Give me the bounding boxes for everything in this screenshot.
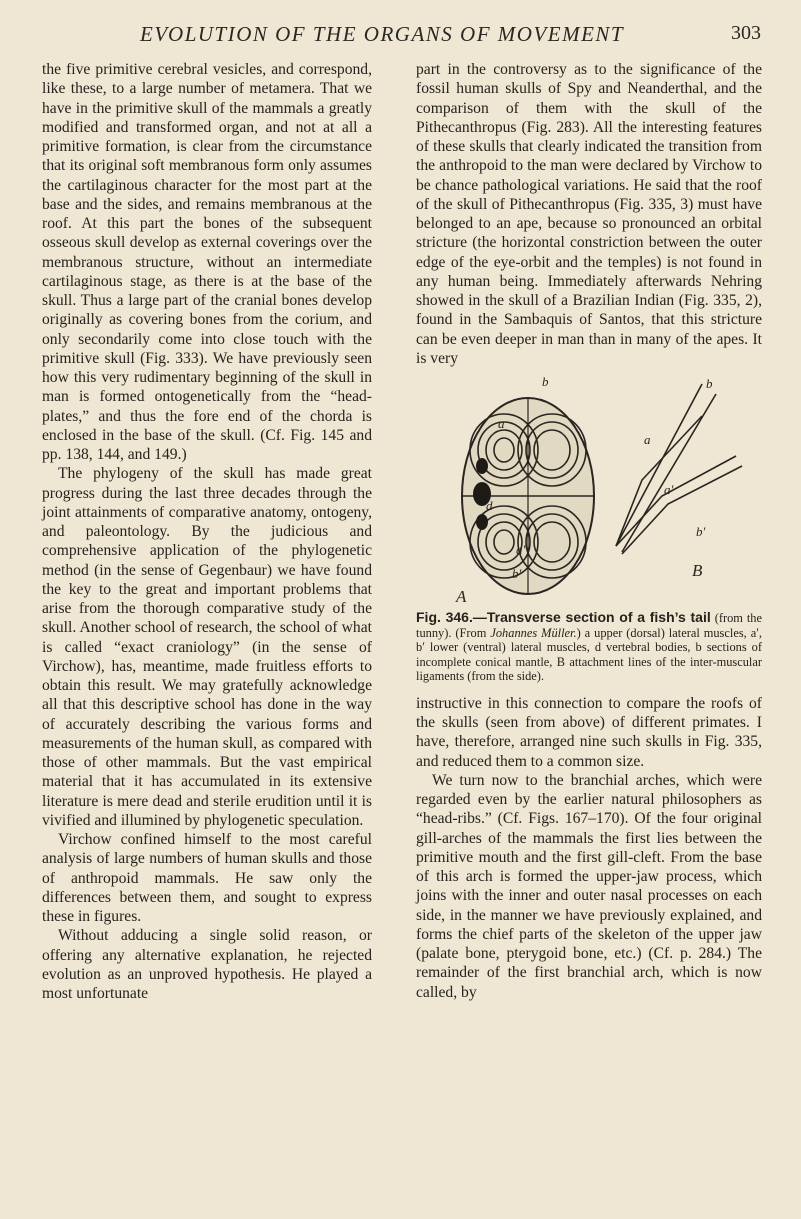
running-head: EVOLUTION OF THE ORGANS OF MOVEMENT [140, 22, 625, 46]
fish-tail-illustration [416, 376, 762, 606]
caption-text-2: ) a upper (dorsal) lateral muscles, a′, b′ lower (ventral) lateral muscles, d vertebral bodies, b sections of incomplete conical mantle, B attachment lines of the inter-muscular ligaments (from the side). [416, 625, 763, 684]
figure-fish-tail-section [416, 376, 762, 606]
label-b-top: b [542, 376, 549, 389]
left-paragraph-3: Virchow confined himself to the most careful analysis of large numbers of human skulls and those of anthropoid mammals. He saw only the differences between them, and sought to express these in figures. [42, 831, 372, 925]
right-column [416, 60, 762, 1002]
page-number: 303 [731, 22, 761, 44]
right-paragraph-1: part in the controversy as to the significance of the fossil human skulls of Spy and Neanderthal, and the comparison of them with the skull of the Pithecanthropus (Fig. 283). All the interesting features of these skulls that clearly indicated the transition from the anthropoid to the man were declared by Virchow to be chance pathological variations. He said that the roof of the skull of Pithecanthropus (Fig. 335, 3) must have belonged to an ape, because so pronounced an orbital stricture (the horizontal constriction between the outer edge of the eye-orbit and the temples) is not found in any human being. Immediately afterwards Nehring showed in the skull of a Brazilian Indian (Fig. 335, 2), found in the Sambaquis of Santos, that this stricture can be even deeper in man than in many of the apes. It is very [416, 61, 762, 367]
label-a-left: a [498, 416, 505, 431]
figure-caption [416, 610, 762, 684]
left-paragraph-1: the five primitive cerebral vesicles, and correspond, like these, to a large number of metamera. That we have in the primitive skull of the mammals a greatly modified and transformed organ, and not at all a primitive formation, is clear from the circumstance that its original soft membranous form only assumes the cartilaginous character for the most part at the base and the sides, and remains membranous at the roof. At this part the bones of the subsequent osseous skull develop as external coverings over the membranous structure, without an intermediate cartilaginous stage, as there is at the base of the skull. Thus a large part of the cranial bones develop originally as covering bones from the corium, and only secondarily come into close touch with the primitive skull (Fig. 333). We have previously seen how this very rudimentary beginning of the skull in man is formed ontogenetically from the “head-plates,” and thus the fore end of the chorda is enclosed in the base of the skull. (Cf. Fig. 145 and pp. 138, 144, and 149.) [42, 61, 372, 463]
page-header [0, 22, 801, 52]
label-a-prime-right: a′ [664, 482, 674, 497]
label-a-right: a [644, 432, 651, 447]
label-a-prime-left: a′ [516, 542, 526, 557]
side-view-B [616, 384, 742, 554]
label-d: d [486, 498, 493, 513]
right-paragraph-2: instructive in this connection to compare the roofs of the skulls (seen from above) of different primates. I have, therefore, arranged nine such skulls in Fig. 335, and reduced them to a common size. [416, 694, 762, 770]
label-b-prime-right: b′ [696, 524, 706, 539]
caption-title: Fig. 346.—Transverse section of a fish’s tail [416, 609, 711, 625]
label-b-prime-left: b′ [512, 566, 522, 581]
caption-source: Johannes Müller. [490, 625, 577, 640]
cross-section-A [462, 398, 594, 594]
left-column [42, 60, 372, 1003]
left-paragraph-4: Without adducing a single solid reason, or offering any alternative explanation, he rejected evolution as an unproved hypothesis. He played a most unfortunate [42, 927, 372, 1002]
right-paragraph-3: We turn now to the branchial arches, which were regarded even by the earlier natural philosophers as “head-ribs.” (Cf. Figs. 167–170). Of the four original gill-arches of the mammals the first lies between the primitive mouth and the first gill-cleft. From the base of this arch is formed the upper-jaw process, which joins with the inner and outer nasal processes on each side, in the manner we have previously explained, and forms the chief parts of the skeleton of the upper jaw (palate bone, pterygoid bone, etc.) (Cf. p. 284.) The remainder of the first branchial arch, which is now called, by [416, 771, 762, 1001]
label-B: B [692, 561, 703, 580]
label-A: A [456, 587, 467, 606]
caption-text-1: (from the tunny). (From [416, 611, 763, 640]
left-paragraph-2: The phylogeny of the skull has made great progress during the last three decades through the joint attainments of comparative anatomy, ontogeny, and paleontology. By the judicious and comprehensive application of the phylogenetic method (in the sense of Gegenbaur) we have found the key to the great and important problems that arise from the thorough comparative study of the skull. Another school of research, the school of what is called “exact craniology” (in the sense of Virchow), has, meantime, made fruitless efforts to obtain this result. We may gratefully acknowledge all that this descriptive school has done in the way of accurately describing the various forms and measurements of the human skull, as compared with those of other mammals. But the vast empirical material that it has accumulated in its extensive literature is mere dead and sterile erudition until it is vivified and illumined by phylogenetic speculation. [42, 465, 372, 829]
label-b-right: b [706, 376, 713, 391]
